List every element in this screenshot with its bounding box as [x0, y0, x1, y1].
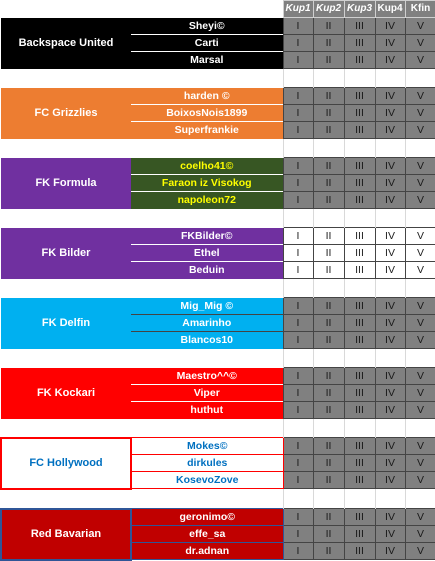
kup-cell: IV	[375, 402, 405, 419]
spacer-row	[1, 69, 435, 88]
kup-cell: I	[283, 88, 313, 105]
player-name: coelho41©	[131, 158, 283, 175]
kup-cell: II	[313, 332, 344, 349]
kup-cell: I	[283, 52, 313, 69]
kup-cell: V	[405, 472, 435, 489]
kup-cell: IV	[375, 175, 405, 192]
team-name: FK Kockari	[1, 368, 131, 419]
kup-cell: II	[313, 228, 344, 245]
kup-cell: IV	[375, 385, 405, 402]
spacer-row	[1, 349, 435, 368]
player-name: effe_sa	[131, 526, 283, 543]
kup-cell: III	[344, 526, 375, 543]
header-blank	[1, 1, 131, 18]
column-header-kup2: Kup2	[313, 1, 344, 18]
team-name: FC Grizzlies	[1, 88, 131, 139]
kup-cell: IV	[375, 18, 405, 35]
kup-cell: II	[313, 18, 344, 35]
kup-cell: IV	[375, 472, 405, 489]
kup-cell: I	[283, 543, 313, 560]
spacer-row	[1, 489, 435, 509]
kup-cell: I	[283, 438, 313, 455]
player-name: Beduin	[131, 262, 283, 279]
player-name: Marsal	[131, 52, 283, 69]
kup-cell: II	[313, 105, 344, 122]
kup-cell: II	[313, 35, 344, 52]
kup-cell: II	[313, 472, 344, 489]
team-row	[1, 18, 435, 35]
kup-cell: I	[283, 472, 313, 489]
team-row	[1, 298, 435, 315]
kup-cell: V	[405, 455, 435, 472]
kup-cell: IV	[375, 192, 405, 209]
kup-cell: III	[344, 192, 375, 209]
team-row	[1, 368, 435, 385]
kup-cell: II	[313, 175, 344, 192]
kup-cell: III	[344, 175, 375, 192]
kup-cell: II	[313, 385, 344, 402]
team-row	[1, 88, 435, 105]
kup-cell: III	[344, 332, 375, 349]
kup-cell: V	[405, 175, 435, 192]
team-row	[1, 158, 435, 175]
kup-cell: IV	[375, 298, 405, 315]
kup-cell: IV	[375, 158, 405, 175]
kup-cell: V	[405, 262, 435, 279]
kup-cell: IV	[375, 438, 405, 455]
column-header-kup1: Kup1	[283, 1, 313, 18]
kup-cell: V	[405, 18, 435, 35]
kup-cell: I	[283, 526, 313, 543]
player-name: Superfrankie	[131, 122, 283, 139]
kup-cell: II	[313, 245, 344, 262]
player-name: Faraon iz Visokog	[131, 175, 283, 192]
kup-cell: IV	[375, 332, 405, 349]
kup-cell: I	[283, 228, 313, 245]
kup-cell: III	[344, 509, 375, 526]
player-name: dr.adnan	[131, 543, 283, 560]
kup-cell: III	[344, 88, 375, 105]
kup-cell: I	[283, 35, 313, 52]
player-name: geronimo©	[131, 509, 283, 526]
kup-cell: III	[344, 122, 375, 139]
player-name: Viper	[131, 385, 283, 402]
team-row	[1, 228, 435, 245]
kup-cell: V	[405, 228, 435, 245]
kup-cell: III	[344, 228, 375, 245]
spacer-row	[1, 209, 435, 228]
kup-cell: II	[313, 192, 344, 209]
kup-cell: V	[405, 332, 435, 349]
kup-cell: I	[283, 368, 313, 385]
kup-cell: V	[405, 35, 435, 52]
column-header-kfin: Kfin	[405, 1, 435, 18]
column-header-kup4: Kup4	[375, 1, 405, 18]
kup-cell: II	[313, 368, 344, 385]
kup-cell: II	[313, 158, 344, 175]
kup-cell: IV	[375, 245, 405, 262]
kup-cell: II	[313, 402, 344, 419]
kup-cell: IV	[375, 35, 405, 52]
kup-cell: III	[344, 18, 375, 35]
kup-cell: IV	[375, 368, 405, 385]
player-name: Sheyi©	[131, 18, 283, 35]
kup-cell: II	[313, 509, 344, 526]
kup-cell: V	[405, 298, 435, 315]
kup-cell: I	[283, 509, 313, 526]
player-name: BoixosNois1899	[131, 105, 283, 122]
kup-cell: V	[405, 368, 435, 385]
kup-cell: I	[283, 315, 313, 332]
kup-cell: V	[405, 105, 435, 122]
kup-cell: III	[344, 298, 375, 315]
player-name: Mig_Mig ©	[131, 298, 283, 315]
kup-cell: IV	[375, 52, 405, 69]
kup-cell: V	[405, 122, 435, 139]
kup-cell: I	[283, 175, 313, 192]
kup-cell: V	[405, 385, 435, 402]
player-name: huthut	[131, 402, 283, 419]
kup-cell: II	[313, 262, 344, 279]
kup-cell: II	[313, 543, 344, 560]
column-header-kup3: Kup3	[344, 1, 375, 18]
kup-cell: II	[313, 88, 344, 105]
kup-cell: I	[283, 402, 313, 419]
player-name: FKBilder©	[131, 228, 283, 245]
kup-cell: I	[283, 18, 313, 35]
kup-cell: IV	[375, 262, 405, 279]
kup-cell: III	[344, 245, 375, 262]
kup-cell: I	[283, 105, 313, 122]
kup-cell: I	[283, 192, 313, 209]
spacer-row	[1, 279, 435, 298]
player-name: Carti	[131, 35, 283, 52]
kup-cell: IV	[375, 509, 405, 526]
kup-cell: III	[344, 543, 375, 560]
kup-cell: III	[344, 472, 375, 489]
kup-cell: I	[283, 158, 313, 175]
player-name: Amarinho	[131, 315, 283, 332]
player-name: harden ©	[131, 88, 283, 105]
player-name: Blancos10	[131, 332, 283, 349]
team-row	[1, 509, 435, 526]
kup-cell: I	[283, 385, 313, 402]
kup-cell: IV	[375, 88, 405, 105]
team-row	[1, 438, 435, 455]
kup-cell: V	[405, 192, 435, 209]
kup-cell: IV	[375, 228, 405, 245]
player-name: Mokes©	[131, 438, 283, 455]
team-name: FK Delfin	[1, 298, 131, 349]
player-name: Maestro^^©	[131, 368, 283, 385]
kup-cell: I	[283, 262, 313, 279]
kup-cell: V	[405, 315, 435, 332]
kup-cell: I	[283, 122, 313, 139]
kup-cell: III	[344, 52, 375, 69]
team-name: Backspace United	[1, 18, 131, 69]
kup-cell: IV	[375, 455, 405, 472]
kup-cell: II	[313, 455, 344, 472]
kup-cell: V	[405, 509, 435, 526]
kup-cell: III	[344, 35, 375, 52]
kup-cell: I	[283, 298, 313, 315]
kup-cell: II	[313, 52, 344, 69]
kup-cell: III	[344, 158, 375, 175]
team-name: FC Hollywood	[1, 438, 131, 489]
header-row	[1, 1, 435, 18]
kup-cell: III	[344, 438, 375, 455]
kup-cell: III	[344, 262, 375, 279]
kup-cell: IV	[375, 543, 405, 560]
kup-cell: III	[344, 105, 375, 122]
kup-cell: IV	[375, 105, 405, 122]
kup-cell: I	[283, 332, 313, 349]
team-name: Red Bavarian	[1, 509, 131, 560]
kup-cell: IV	[375, 315, 405, 332]
spacer-row	[1, 419, 435, 438]
kup-cell: III	[344, 402, 375, 419]
kup-cell: I	[283, 455, 313, 472]
team-name: FK Bilder	[1, 228, 131, 279]
kup-cell: IV	[375, 122, 405, 139]
kup-cell: V	[405, 543, 435, 560]
kup-cell: V	[405, 52, 435, 69]
player-name: napoleon72	[131, 192, 283, 209]
kup-cell: V	[405, 245, 435, 262]
kup-cell: IV	[375, 526, 405, 543]
player-name: KosevoZove	[131, 472, 283, 489]
kup-cell: V	[405, 402, 435, 419]
header-blank	[131, 1, 283, 18]
kup-cell: I	[283, 245, 313, 262]
kup-cell: II	[313, 122, 344, 139]
kup-cell: III	[344, 368, 375, 385]
kup-cell: II	[313, 315, 344, 332]
kup-cell: V	[405, 526, 435, 543]
spacer-row	[1, 139, 435, 158]
kup-cell: II	[313, 298, 344, 315]
kup-cell: V	[405, 438, 435, 455]
player-name: Ethel	[131, 245, 283, 262]
kup-cell: V	[405, 88, 435, 105]
team-name: FK Formula	[1, 158, 131, 209]
kup-cell: II	[313, 438, 344, 455]
player-name: dirkules	[131, 455, 283, 472]
kup-cell: III	[344, 385, 375, 402]
kup-cell: II	[313, 526, 344, 543]
kup-cell: III	[344, 455, 375, 472]
kup-cell: III	[344, 315, 375, 332]
kup-cell: V	[405, 158, 435, 175]
